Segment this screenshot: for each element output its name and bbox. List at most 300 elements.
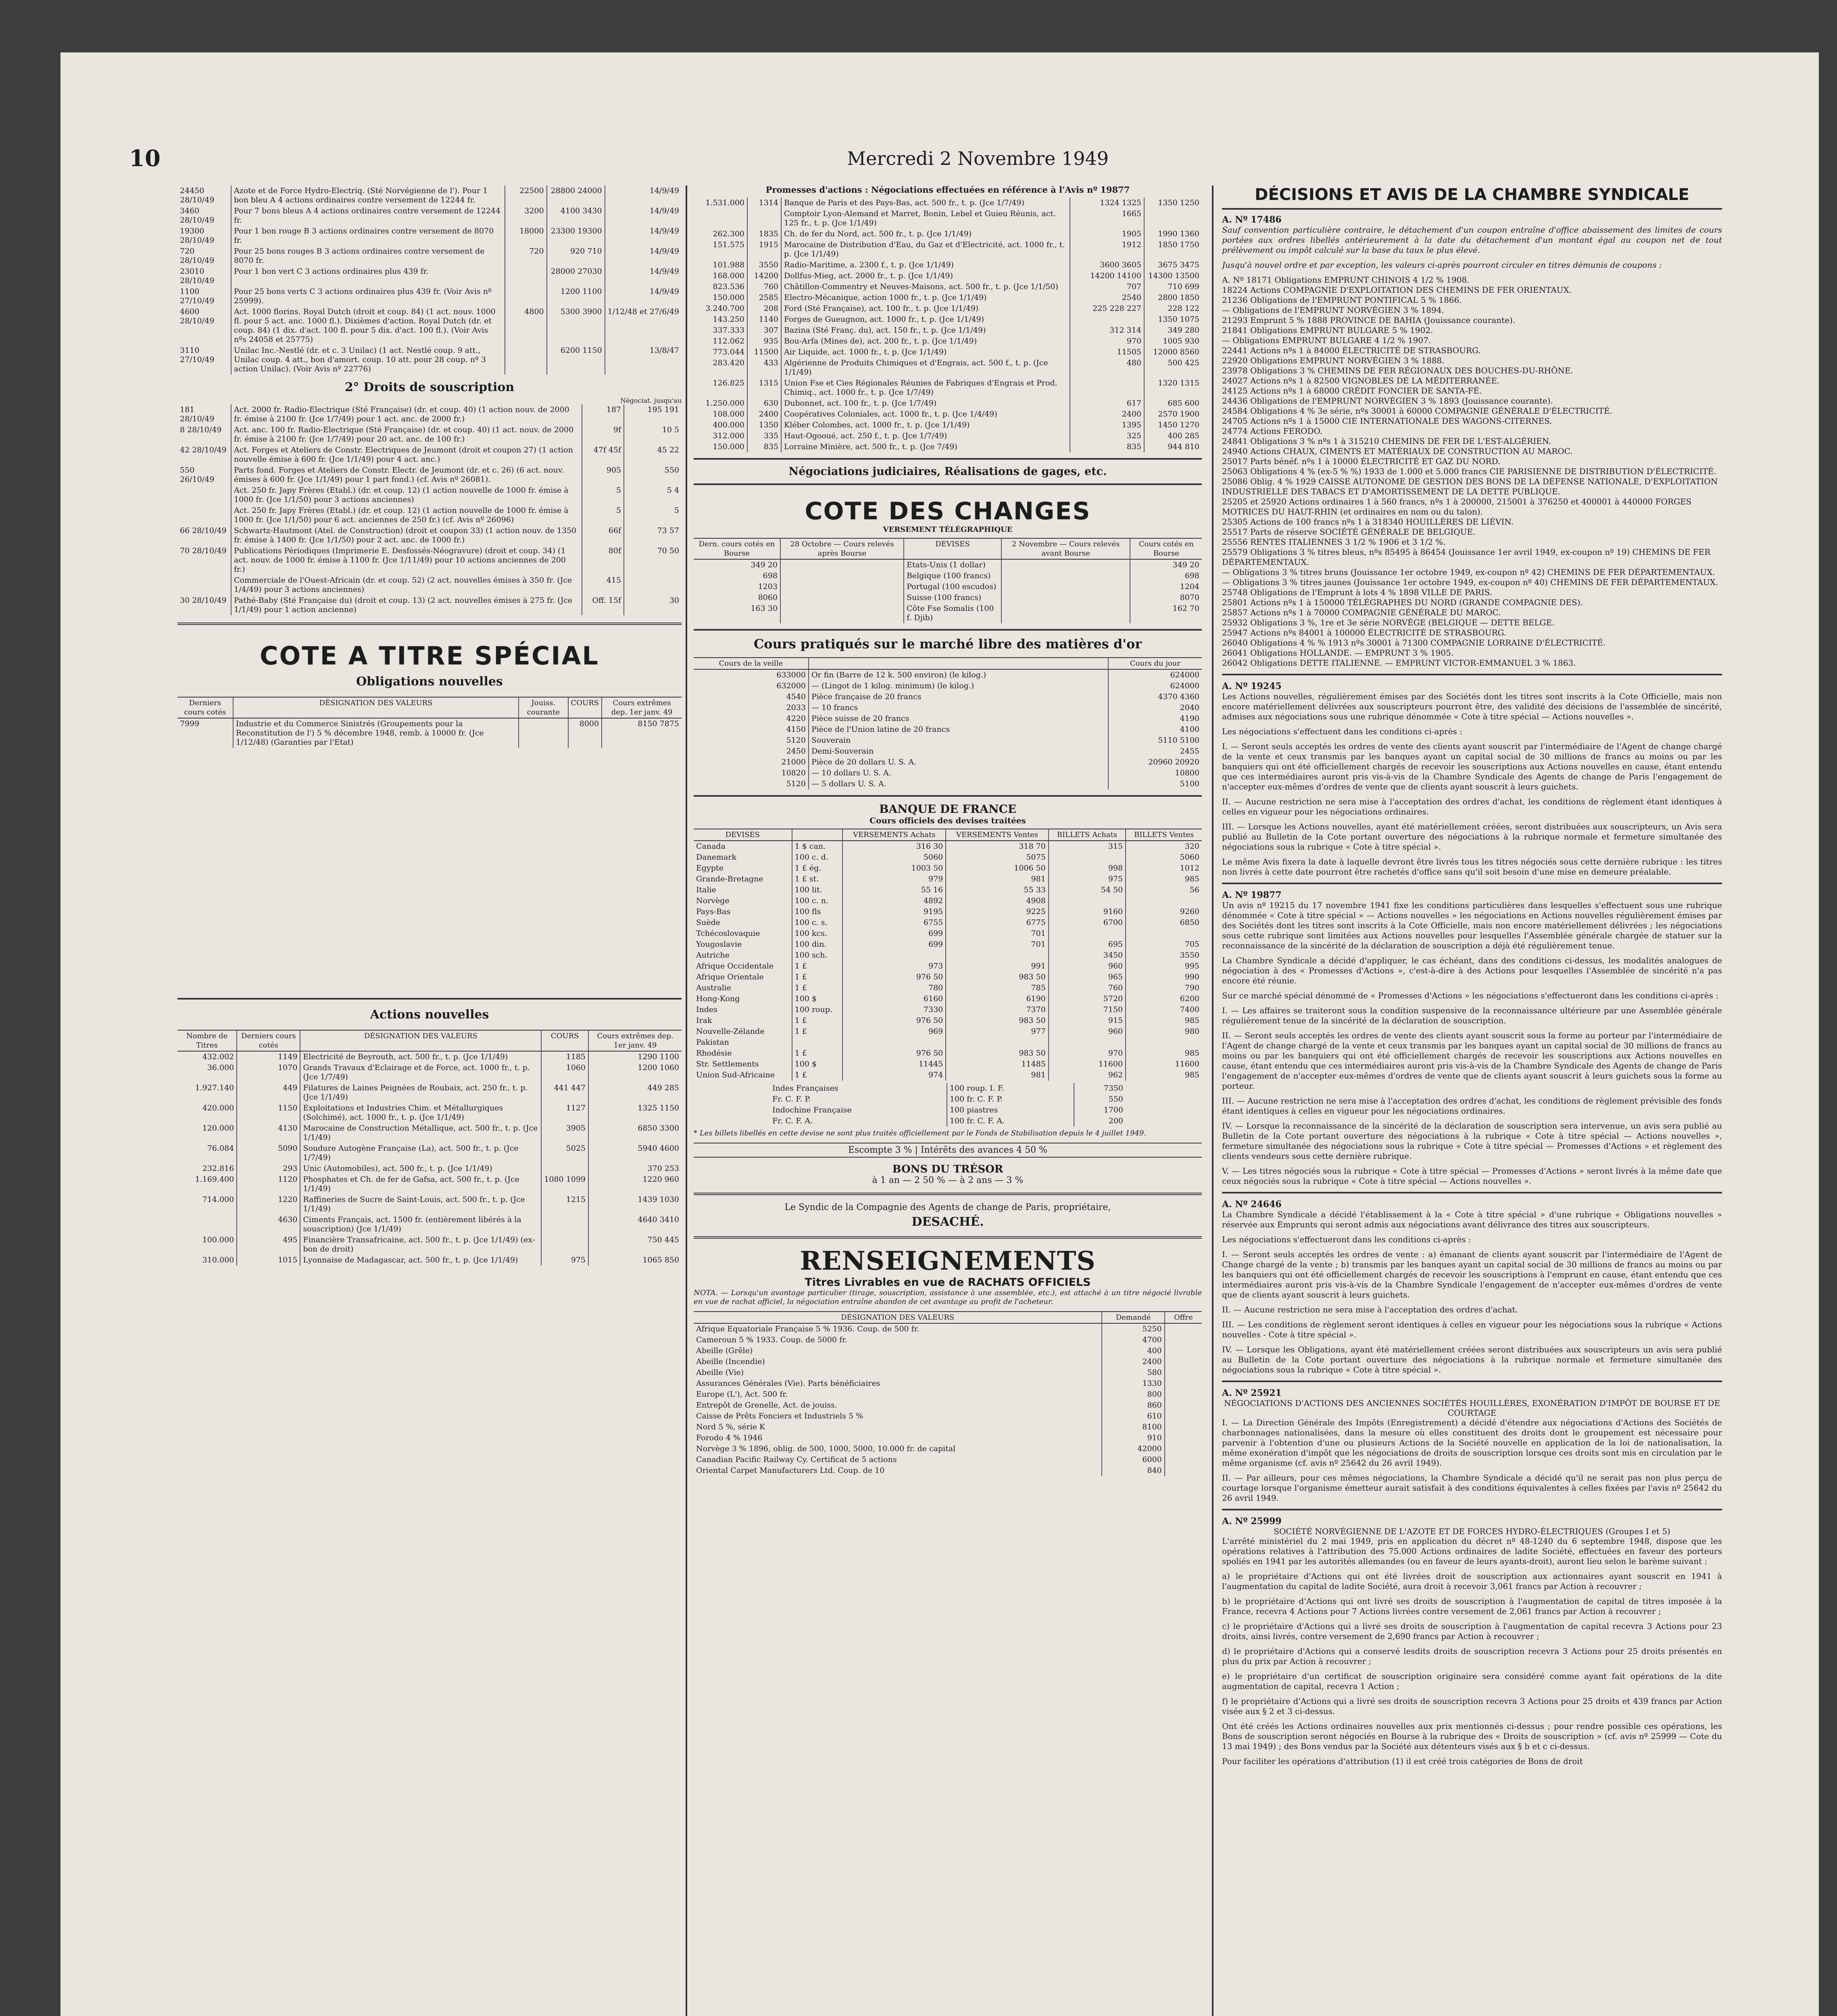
souscription-row-cell: 905 — [582, 465, 624, 485]
promesse-row-cell: 480 — [1070, 358, 1144, 378]
column-header: BILLETS Ventes — [1126, 829, 1202, 841]
devise-row — [694, 939, 1202, 950]
promesse-row — [694, 347, 1202, 358]
promesse-row-cell: 835 — [1070, 442, 1144, 452]
avis-paragraph: I. — Seront seuls acceptés les ordres de vente : a) émanant de clients ayant souscrit par l'intermédiaire de l'Agent de Change chargé de la vente ; b) transmis par les banques ayant un capital social de 30 millions de francs au moins ou par les banquiers qui ont été officiellement chargés de recevoir les souscriptions à l'emprunt en cause, étant entendu que ces intermédiaires auront pris vis-à-vis de la Chambre Syndicale l'engagement de n'accepter eux-mêmes d'ordres de vente que de clients ayant souscrit à leurs guichets. — [1222, 1250, 1722, 1300]
devise-row-cell: 11445 — [842, 1059, 946, 1070]
souscription-row-cell: 550 26/10/49 — [180, 466, 215, 484]
promesse-row-cell: 11500 — [747, 347, 781, 358]
action-row-cell: 1015 — [237, 1255, 300, 1266]
or-row — [694, 702, 1202, 713]
devise-extra-row-cell: Indes Françaises — [772, 1084, 838, 1093]
promesse-row-cell: 1140 — [747, 314, 781, 325]
change-row-cell — [1001, 571, 1130, 581]
devise-row-cell: Egypte — [696, 864, 724, 873]
column-header: Cours cotés en Bourse — [1130, 538, 1202, 559]
devise-row-cell — [1049, 928, 1126, 939]
list-item: 21293 Emprunt 5 % 1888 PROVINCE DE BAHIA (Jouissance courante). — [1222, 315, 1516, 325]
devise-row-cell: 985 — [1126, 1015, 1202, 1026]
change-row-cell — [780, 571, 904, 581]
action-row — [177, 1214, 682, 1235]
avis-paragraph: Les négociations s'effectuent dans les conditions ci-après : — [1222, 727, 1462, 736]
promesse-row-cell: Electro-Mécanique, action 1000 fr., t. p. (Jce 1/1/49) — [781, 292, 1070, 303]
devise-row-cell: 100 sch. — [792, 950, 843, 961]
action-row-cell: Ciments Français, act. 1500 fr. (entièrement libérés à la souscription) (Jce 1/1/49) — [300, 1214, 541, 1235]
or-row-cell: 624000 — [1108, 669, 1202, 681]
action-row-cell: 441 447 — [541, 1083, 588, 1103]
action-row-cell: Exploitations et Industries Chim. et Métallurgiques (Solchimé), act. 1000 fr., t. p. (Jce 1/1/49) — [300, 1103, 541, 1123]
devise-row-cell: 1 £ — [792, 983, 843, 993]
promesse-row-cell: 225 228 227 — [1070, 303, 1144, 314]
divider — [694, 458, 1202, 460]
column-right — [1222, 185, 1722, 2016]
action-row-cell: 1080 1099 — [541, 1174, 588, 1194]
droit-row-cell: 14/9/49 — [605, 246, 682, 266]
droit-row-cell: 720 — [505, 246, 547, 266]
souscription-row-cell: Off. 15f — [582, 595, 624, 615]
droit-row-cell: 920 710 — [547, 246, 605, 266]
decisions-title: DÉCISIONS ET AVIS DE LA CHAMBRE SYNDICALE — [1222, 185, 1722, 210]
promesse-row-cell: 400.000 — [713, 421, 744, 429]
devise-row-cell: 983 50 — [946, 972, 1049, 983]
or-row — [694, 746, 1202, 757]
souscription-row-cell: 195 191 — [624, 404, 682, 425]
promesse-row-cell: 707 — [1070, 281, 1144, 292]
devise-row-cell: 6850 — [1126, 917, 1202, 928]
devise-row — [694, 852, 1202, 863]
souscription-row-cell: Commerciale de l'Ouest-Africain (dr. et coup. 52) (2 act. nouvelles émises à 350 fr. (Jce 1/4/49) pour 3 actions anciennes) — [231, 575, 582, 595]
rachat-row-cell: 4700 — [1102, 1335, 1164, 1345]
avis-paragraph: II. — Par ailleurs, pour ces mêmes négociations, la Chambre Syndicale a décidé qu'il ne serait pas non plus perçu de courtage lorsque l'organisme émetteur aurait satisfait à des conditions équivalentes à celles fixées par l'avis nº 25642 du 26 avril 1949. — [1222, 1473, 1722, 1503]
souscription-row — [177, 404, 682, 425]
souscription-row-cell: 30 — [624, 595, 682, 615]
promesse-row-cell: 262.300 — [713, 229, 744, 238]
avis-paragraph: II. — Seront seuls acceptés les ordres de vente des clients ayant souscrit sous la forme au porteur par l'intermédiaire de l'Agent de change chargé de la vente et ceux transmis par les banques ayant un capital social de 30 millions de francs au moins ou par les banquiers qui ont été officiellement chargés de recevoir les souscriptions aux Actions nouvelles en cause, étant entendu que ces intermédiaires auront pris vis-à-vis de la Chambre Syndicale des Agents de change de Paris l'engagement de n'accepter eux-mêmes d'ordres de vente que de clients ayant souscrit à leurs guichets sous la forme au porteur. — [1222, 1031, 1722, 1091]
or-row-cell: 21000 — [781, 758, 806, 766]
list-item: 25086 Oblig. 4 % 1929 CAISSE AUTONOME DE GESTION DES BONS DE LA DÉFENSE NATIONALE, D'EXPLOITATION INDUSTRIELLE DES TABACS ET D'AMORTISSEMENT DE LA DETTE PUBLIQUE. — [1222, 477, 1718, 496]
or-row-cell: 4370 4360 — [1108, 691, 1202, 702]
devise-row-cell: 6700 — [1049, 917, 1126, 928]
column-header: COURS — [568, 697, 602, 718]
devise-row — [694, 950, 1202, 961]
devise-row-cell: Italie — [696, 885, 716, 894]
action-row — [177, 1255, 682, 1266]
rachat-row — [694, 1356, 1202, 1367]
devise-row — [694, 1015, 1202, 1026]
promesse-row — [694, 378, 1202, 398]
divider — [694, 483, 1202, 485]
avis-paragraph: Pour faciliter les opérations d'attribution (1) il est créé trois catégories de Bons de droit — [1222, 1756, 1583, 1766]
change-row-cell: 1203 — [758, 582, 778, 591]
droit-row-cell: 23300 19300 — [547, 226, 605, 246]
divider — [694, 1193, 1202, 1195]
divider — [694, 1236, 1202, 1239]
droit-row-cell: 3200 — [505, 206, 547, 226]
devise-row-cell — [946, 950, 1049, 961]
change-row — [694, 559, 1202, 571]
devise-row-cell: 1 $ can. — [792, 841, 843, 852]
rachat-row-cell — [1165, 1389, 1202, 1400]
souscription-row — [177, 525, 682, 546]
promesse-row — [694, 229, 1202, 240]
list-item: 23978 Obligations 3 % CHEMINS DE FER RÉGIONAUX DES BOUCHES-DU-RHÔNE. — [1222, 366, 1573, 375]
action-row-cell: 4640 3410 — [588, 1214, 682, 1235]
devise-row-cell: 9260 — [1126, 906, 1202, 917]
devise-extra-row-cell: Fr. C. F. A. — [772, 1116, 813, 1125]
action-row-cell: 3905 — [541, 1123, 588, 1143]
avis-paragraph: III. — Lorsque les Actions nouvelles, ayant été matériellement créées, seront distribuées aux souscripteurs, un Avis sera publié au Bulletin de la Cote portant ouverture des négociations à la rubrique normale et fermeture simultanée des négociations sous la rubrique « Cote à titre spécial ». — [1222, 822, 1722, 852]
renseignements-title: RENSEIGNEMENTS — [800, 1246, 1096, 1276]
action-row-cell: Unic (Automobiles), act. 500 fr., t. p. (Jce 1/1/49) — [300, 1163, 541, 1174]
page-header — [129, 145, 1722, 181]
promesse-row-cell: 1350 1250 — [1144, 198, 1202, 208]
column-header: DÉSIGNATION DES VALEURS — [300, 1030, 541, 1051]
avis-paragraph: L'arrêté ministériel du 2 mai 1949, pris en application du décret nº 48-1240 du 6 septembre 1948, dispose que les opérations relatives à l'attribution des 75.000 Actions ordinaires de ladite Société, effectuées en faveur des porteurs spoliés en 1941 par les autorités allemandes (ou en faveur de leurs ayants-droit), auront lieu selon le barème suivant : — [1222, 1536, 1722, 1566]
divider — [1222, 1381, 1722, 1382]
souscription-row — [177, 485, 682, 505]
avis-paragraph: Sur ce marché spécial dénommé de « Promesses d'Actions » les négociations s'effectueront dans les conditions ci-après : — [1222, 991, 1719, 1000]
rachat-row-cell: 2400 — [1102, 1356, 1164, 1367]
promesse-row-cell: 1.531.000 — [705, 198, 744, 207]
list-item: 25517 Parts de réserve SOCIÉTÉ GÉNÉRALE DE BELGIQUE. — [1222, 527, 1476, 537]
souscription-row-cell: 8 28/10/49 — [180, 425, 222, 434]
devise-row-cell: 785 — [946, 983, 1049, 993]
devise-row-cell: 965 — [1049, 972, 1126, 983]
devise-row-cell: 9160 — [1049, 906, 1126, 917]
devise-row-cell: 55 33 — [946, 885, 1049, 896]
devise-row-cell: 995 — [1126, 961, 1202, 972]
devise-row-cell: 1006 50 — [946, 863, 1049, 874]
devise-row-cell: 316 30 — [842, 841, 946, 852]
souscription-row-cell: 30 28/10/49 — [180, 596, 227, 605]
devise-extra-row-cell: 200 — [1074, 1116, 1126, 1127]
rachat-row-cell: Oriental Carpet Manufacturers Ltd. Coup. de 10 — [696, 1466, 885, 1475]
or-row-cell: 10800 — [1108, 768, 1202, 779]
action-row-cell: 1.927.140 — [195, 1083, 234, 1092]
devise-row-cell: 7330 — [842, 1004, 946, 1015]
devise-row-cell: 320 — [1126, 841, 1202, 852]
list-item: 25748 Obligations de l'Emprunt à lots 4 % 1898 VILLE DE PARIS. — [1222, 587, 1492, 597]
or-row — [694, 768, 1202, 779]
change-row-cell: 698 — [763, 571, 778, 580]
promesse-row-cell: 1905 — [1070, 229, 1144, 240]
souscription-row-cell: 66 28/10/49 — [180, 526, 227, 535]
promesse-row — [694, 442, 1202, 452]
droit-row-cell: 720 28/10/49 — [180, 247, 215, 265]
action-row-cell: 1439 1030 — [588, 1194, 682, 1214]
change-row-cell — [1001, 592, 1130, 603]
droit-row-cell: 5300 3900 — [547, 306, 605, 345]
devise-row — [694, 906, 1202, 917]
or-row-cell: 4220 — [786, 714, 806, 723]
droit-row-cell: 1200 1100 — [547, 286, 605, 306]
devise-row-cell: 1 £ — [792, 961, 843, 972]
promesse-row-cell: 2400 — [1070, 409, 1144, 420]
action-row-cell: 1070 — [237, 1062, 300, 1083]
souscription-row-cell: 5 4 — [624, 485, 682, 505]
rachat-row-cell: Entrepôt de Grenelle, Act. de jouiss. — [696, 1401, 837, 1410]
devise-row-cell: 9225 — [946, 906, 1049, 917]
souscription-row-cell — [177, 485, 231, 505]
list-item: 21841 Obligations EMPRUNT BULGARE 5 % 1902. — [1222, 325, 1433, 335]
rachat-row-cell: Afrique Equatoriale Française 5 % 1936. Coup. de 500 fr. — [696, 1325, 920, 1333]
promesse-row-cell — [747, 208, 781, 229]
action-row-cell: 4630 — [237, 1214, 300, 1235]
or-row-cell: 20960 20920 — [1108, 757, 1202, 768]
promesse-row-cell: 108.000 — [713, 410, 744, 419]
list-item: 24940 Actions CHAUX, CIMENTS ET MATÉRIAUX DE CONSTRUCTION AU MAROC. — [1222, 446, 1573, 456]
or-row-cell: 4150 — [786, 725, 806, 734]
rachat-row — [694, 1389, 1202, 1400]
promesses-title: Promesses d'actions : Négociations effectuées en référence à l'Avis nº 19877 — [765, 185, 1130, 195]
avis-paragraph: III. — Aucune restriction ne sera mise à l'acceptation des ordres d'achat, les conditions de règlement prévisible des fonds étant identiques à celles en vigueur pour les négociations ordinaires. — [1222, 1096, 1722, 1116]
change-row-cell: Belgique (100 francs) — [904, 571, 1001, 581]
action-row-cell: 420.000 — [202, 1104, 234, 1112]
or-row-cell: 632000 — [776, 681, 806, 690]
promesse-row-cell: 3550 — [747, 260, 781, 271]
devise-row-cell: Union Sud-Africaine — [696, 1070, 775, 1079]
souscription-row-cell: 70 50 — [624, 546, 682, 575]
action-row — [177, 1194, 682, 1214]
avis-body — [1222, 1536, 1722, 1766]
promesse-row-cell: 2540 — [1070, 292, 1144, 303]
souscription-row-cell: Parts fond. Forges et Ateliers de Constr. Electr. de Jeumont (dr. et c. 26) (6 act. nouv. émises à 600 fr. (Jce 1/1/49) pour 1 part fond.) (cf. Avis nº 26081). — [231, 465, 582, 485]
devise-row-cell: 980 — [1126, 1026, 1202, 1037]
list-item: 26042 Obligations DETTE ITALIENNE. — EMPRUNT VICTOR-EMMANUEL 3 % 1863. — [1222, 658, 1576, 668]
devise-row-cell: 4892 — [842, 896, 946, 906]
banque-extra-table — [770, 1083, 1126, 1127]
promesse-row-cell: 349 280 — [1144, 325, 1202, 336]
actions-nouvelles-title: Actions nouvelles — [370, 1008, 489, 1022]
rachat-row-cell — [1165, 1465, 1202, 1476]
action-row-cell: 6850 3300 — [588, 1123, 682, 1143]
promesse-row-cell — [694, 208, 747, 229]
change-row-cell: 698 — [1130, 571, 1202, 581]
column-header: COURS — [541, 1030, 588, 1051]
divider — [1222, 883, 1722, 884]
rachat-row-cell: 800 — [1102, 1389, 1164, 1400]
souscription-row-cell: Publications Périodiques (Imprimerie E. Desfossés-Néogravure) (droit et coup. 34) (1 act. nouv. de 1000 fr. émise à 1100 fr. (Jce 1/11/49) pour 10 actions anciennes de 200 fr.) — [231, 546, 582, 575]
devise-row-cell: Pakistan — [696, 1038, 729, 1047]
devise-row-cell: 100 c. d. — [792, 852, 843, 863]
devise-row — [694, 917, 1202, 928]
souscription-row — [177, 425, 682, 445]
devise-row-cell: 1 £ — [792, 1070, 843, 1081]
or-row-cell: — 10 dollars U. S. A. — [809, 768, 1108, 779]
change-row-cell: 8070 — [1130, 592, 1202, 603]
promesse-row-cell: 1005 930 — [1144, 336, 1202, 347]
escompte-line: Escompte 3 % | Intérêts des avances 4 50 % — [694, 1143, 1202, 1158]
promesse-row — [694, 420, 1202, 431]
column-header: Cours du jour — [1108, 658, 1202, 669]
change-row-cell: Portugal (100 escudos) — [904, 581, 1001, 592]
avis-paragraph: IV. — Lorsque les Obligations, ayant été matériellement créées seront distribuées aux souscripteurs un avis sera publié au Bulletin de la Cote portant ouverture des négociations à la rubrique normale et fermeture simultanée des négociations sous la rubrique « Cote à titre spécial ». — [1222, 1345, 1722, 1375]
devise-row-cell: 11485 — [946, 1059, 1049, 1070]
avis-paragraph: f) le propriétaire d'Actions qui a livré ses droits de souscription recevra 3 Actions pour 25 droits et 439 francs par Action visée aux § 2 et 3 ci-dessus. — [1222, 1696, 1722, 1716]
souscription-row-cell — [624, 575, 682, 595]
promesse-row — [694, 198, 1202, 208]
devise-row-cell: Danemark — [696, 853, 736, 862]
devise-row-cell: 7370 — [946, 1004, 1049, 1015]
list-item: 18224 Actions COMPAGNIE D'EXPLOITATION DES CHEMINS DE FER ORIENTAUX. — [1222, 285, 1572, 295]
column-header: BILLETS Achats — [1049, 829, 1126, 841]
devise-row-cell — [842, 1037, 946, 1048]
rachat-row-cell: 6000 — [1102, 1454, 1164, 1465]
devise-row-cell: 9195 — [842, 906, 946, 917]
devise-row-cell: 960 — [1049, 961, 1126, 972]
or-row-cell: — 10 francs — [809, 702, 1108, 713]
action-row-cell: 5090 — [237, 1143, 300, 1163]
change-row — [694, 571, 1202, 581]
promesse-row-cell: 1850 1750 — [1144, 240, 1202, 260]
droit-row-cell: 13/8/47 — [605, 345, 682, 375]
promesse-row-cell: 1450 1270 — [1144, 420, 1202, 431]
promesse-row-cell: 935 — [747, 336, 781, 347]
action-row — [177, 1103, 682, 1123]
bons-tresor-rates: à 1 an — 2 50 % — à 2 ans — 3 % — [872, 1175, 1024, 1185]
column-header: Derniers cours cotés — [237, 1030, 300, 1051]
devise-row-cell: 5060 — [1126, 852, 1202, 863]
devise-row-cell: 55 16 — [842, 885, 946, 896]
avis-paragraph: Ont été créés les Actions ordinaires nouvelles aux prix mentionnés ci-dessus ; pour rendre possible ces opérations, les Bons de souscription seront négociés en Bourse à la rubrique des « Droits de souscription » (cf. avis nº 25999 — Cote du 13 mai 1949) ; des Bons vendus par la Société aux détenteurs visés aux § b et c ci-dessus. — [1222, 1721, 1722, 1751]
souscription-row-cell: Schwartz-Hautmont (Atel. de Construction) (droit et coupon 33) (1 action nouv. de 1350 fr. émise à 1400 fr. (Jce 1/1/50) pour 2 act. anc. de 1000 fr.) — [231, 525, 582, 546]
or-row-cell: 633000 — [776, 671, 806, 679]
or-row-cell: 4100 — [1108, 724, 1202, 735]
or-row-cell: — (Lingot de 1 kilog. minimum) (le kilog.) — [809, 681, 1108, 691]
devise-extra-row-cell: Fr. C. F. P. — [772, 1095, 811, 1104]
rachat-row-cell: Forodo 4 % 1946 — [696, 1433, 763, 1442]
action-row-cell: 4130 — [237, 1123, 300, 1143]
avis-paragraph: Un avis nº 19215 du 17 novembre 1941 fixe les conditions particulières dans lesquelles s'effectuent sous une rubrique dénommée « Cote à titre spécial » — Actions nouvelles » les négociations en Actions nouvelles régulièrement émises par des Sociétés dont les titres sont inscrits à la Cote Officielle, mais non encore matériellement délivrées ; les négociations sous cette rubrique sont limitées aux Actions nouvelles pour lesquelles l'Assemblée générale chargée de statuer sur la reconnaissance de la sincérité de la déclaration de souscription a déjà été régulièrement tenue. — [1222, 900, 1722, 950]
devise-row-cell: 705 — [1126, 939, 1202, 950]
souscription-row-cell: 550 — [624, 465, 682, 485]
promesse-row — [694, 208, 1202, 229]
promesse-row-cell: 3675 3475 — [1144, 260, 1202, 271]
list-item: 25305 Actions de 100 francs nºs 1 à 318340 HOUILLÈRES DE LIÉVIN. — [1222, 517, 1514, 527]
action-row-cell: 1200 1060 — [588, 1062, 682, 1083]
promesse-row-cell: 500 425 — [1144, 358, 1202, 378]
action-row — [177, 1123, 682, 1143]
devise-extra-row — [770, 1083, 1126, 1094]
devise-row-cell: Yougoslavie — [696, 940, 742, 949]
droit-row-cell: 1100 27/10/49 — [180, 287, 215, 305]
rachat-row-cell: 580 — [1102, 1367, 1164, 1378]
devise-row-cell: 5075 — [946, 852, 1049, 863]
devise-row-cell: 990 — [1126, 972, 1202, 983]
rachat-row-cell — [1165, 1443, 1202, 1454]
devise-row-cell: 54 50 — [1049, 885, 1126, 896]
promesse-row — [694, 281, 1202, 292]
action-row-cell: 1065 850 — [588, 1255, 682, 1266]
rachat-row-cell — [1165, 1367, 1202, 1378]
devise-row-cell: Canada — [696, 842, 726, 851]
action-row-cell: 1215 — [541, 1194, 588, 1214]
column-left — [177, 185, 682, 2016]
promesse-row-cell: 208 — [747, 303, 781, 314]
action-row — [177, 1235, 682, 1255]
avis-paragraph: Les Actions nouvelles, régulièrement émises par des Sociétés dont les titres sont inscrits à la Cote Officielle, mais non encore matériellement délivrées aux souscripteurs pourront être, des validité des décisions de l'assemblée de sincérité, admises aux négociations sous une rubrique dénommée « Cote à titre spécial — Actions nouvelles ». — [1222, 691, 1722, 721]
promesse-row-cell: 325 — [1070, 431, 1144, 442]
devise-extra-row — [770, 1094, 1126, 1105]
action-row-cell: 1.169.400 — [195, 1175, 234, 1184]
rachat-row-cell: 8100 — [1102, 1422, 1164, 1433]
rachat-row-cell — [1165, 1454, 1202, 1465]
obligation-cell: Industrie et du Commerce Sinistrés (Groupements pour la Reconstitution de l') 5 % décembre 1948, remb. à 10000 fr. (Jce 1/12/48) (Garanties par l'Etat) — [233, 718, 519, 748]
negociations-judiciaires: Négociations judiciaires, Réalisations de gages, etc. — [788, 465, 1107, 478]
avis-paragraph: a) le propriétaire d'Actions qui ont été livrées droit de souscription aux actionnaires ayant souscrit en 1941 à l'augmentation du capital de ladite Société, aura droit à recevoir 3,061 francs par Action à recouvrer ; — [1222, 1571, 1722, 1591]
action-row-cell: 432.002 — [202, 1052, 234, 1061]
devise-row-cell: 991 — [946, 961, 1049, 972]
promesse-row-cell: 168.000 — [713, 271, 744, 280]
devise-row-cell: 100 kcs. — [792, 928, 843, 939]
promesse-row — [694, 325, 1202, 336]
list-item: 25556 RENTES ITALIENNES 3 1/2 % 1906 et 3 1/2 %. — [1222, 537, 1446, 547]
avis-paragraph: La Chambre Syndicale a décidé l'établissement à la « Cote à titre spécial » d'une rubrique « Obligations nouvelles » réservée aux Emprunts qui seront admis aux négociations avant délivrance des titres aux souscripteurs. — [1222, 1210, 1722, 1229]
page-date: Mercredi 2 Novembre 1949 — [847, 148, 1109, 169]
column-header: Cours extrêmes dep. 1er janv. 49 — [602, 697, 682, 718]
souscription-row-cell: Act. 250 fr. Japy Frères (Etabl.) (dr. et coup. 12) (1 action nouvelle de 1000 fr. émise à 1000 fr. (Jce 1/1/50) pour 3 actions anciennes) — [231, 485, 582, 505]
devise-row-cell — [1049, 852, 1126, 863]
souscription-row-cell: 80f — [582, 546, 624, 575]
devise-row-cell: 5720 — [1049, 993, 1126, 1004]
devise-row-cell: 976 50 — [842, 972, 946, 983]
action-row-cell: 1185 — [541, 1051, 588, 1062]
column-header: Cours extrêmes dep. 1er janv. 49 — [588, 1030, 682, 1051]
devise-row-cell — [1126, 1037, 1202, 1048]
souscription-row-cell: 73 57 — [624, 525, 682, 546]
or-row-cell: 4540 — [786, 692, 806, 701]
devise-row-cell: 1 £ — [792, 1015, 843, 1026]
rachat-row — [694, 1465, 1202, 1476]
avis-paragraph: Les négociations s'effectueront dans les conditions ci-après : — [1222, 1235, 1471, 1244]
action-row-cell: 1325 1150 — [588, 1103, 682, 1123]
column-header: DÉSIGNATION DES VALEURS — [694, 1312, 1102, 1323]
list-item: 26041 Obligations HOLLANDE. — EMPRUNT 3 % 1905. — [1222, 648, 1454, 658]
avis-paragraph: I. — Seront seuls acceptés les ordres de vente des clients ayant souscrit par l'intermédiaire de l'Agent de change chargé de la vente et ceux transmis par les banques ayant un capital social de 30 millions de francs au moins ou par les banquiers qui ont été officiellement chargés de recevoir les souscriptions aux Actions nouvelles en cause, étant entendu que ces intermédiaires auront pris vis-à-vis de la Chambre Syndicale des Agents de change de Paris l'engagement de n'accepter eux-mêmes d'ordres de vente que de clients ayant souscrit à leurs guichets. — [1222, 741, 1722, 791]
devise-row-cell: 5060 — [842, 852, 946, 863]
devise-extra-row-cell: 7350 — [1074, 1083, 1126, 1094]
devise-row-cell: 7150 — [1049, 1004, 1126, 1015]
avis-paragraph: IV. — Lorsque la reconnaissance de la sincérité de la déclaration de souscription sera intervenue, un avis sera publié au Bulletin de la Cote portant ouverture des négociations à la rubrique « Cote à titre spécial — Actions nouvelles », fermeture simultanée des négociations sous la rubrique « Cote à titre spécial — Promesses d'Actions » et règlement des clients vendeurs sous cette dernière rubrique. — [1222, 1121, 1722, 1161]
obligations-nouvelles-title: Obligations nouvelles — [356, 675, 503, 689]
promesse-row-cell: 337.333 — [713, 326, 744, 335]
changes-subtitle: VERSEMENT TÉLÉGRAPHIQUE — [883, 525, 1013, 534]
avis-heading: NÉGOCIATIONS D'ACTIONS DES ANCIENNES SOCIÉTÉS HOUILLÈRES, EXONÉRATION D'IMPÔT DE BOURSE ET DE COURTAGE — [1224, 1398, 1720, 1418]
column-header: Offre — [1165, 1312, 1202, 1323]
souscription-row-cell — [177, 505, 231, 525]
droit-row-cell: 4600 28/10/49 — [180, 307, 215, 325]
devise-row-cell: 6775 — [946, 917, 1049, 928]
devise-row-cell: 976 50 — [842, 1048, 946, 1059]
devise-row-cell: 998 — [1049, 863, 1126, 874]
list-item: — Obligations 3 % titres bruns (Jouissance 1er octobre 1949, ex-coupon nº 42) CHEMINS DE FER DÉPARTEMENTAUX. — [1222, 567, 1715, 577]
rachat-row — [694, 1422, 1202, 1433]
promesse-row-cell: 307 — [747, 325, 781, 336]
devise-row-cell: Autriche — [696, 951, 730, 960]
action-row-cell: Financière Transafricaine, act. 500 fr., t. p. (Jce 1/1/49) (ex-bon de droit) — [300, 1235, 541, 1255]
souscription-row-cell — [177, 575, 231, 595]
list-item: 22441 Actions nºs 1 à 84000 ÉLECTRICITÉ DE STRASBOURG. — [1222, 346, 1481, 355]
devise-row-cell: 962 — [1049, 1070, 1126, 1081]
devise-row — [694, 983, 1202, 993]
divider — [177, 623, 682, 625]
obligations-table — [177, 697, 682, 748]
change-row-cell: 162 70 — [1130, 603, 1202, 623]
syndic-line: Le Syndic de la Compagnie des Agents de change de Paris, propriétaire, — [784, 1202, 1111, 1212]
promesse-row-cell: Banque de Paris et des Pays-Bas, act. 500 fr., t. p. (Jce 1/7/49) — [781, 198, 1070, 208]
devise-row-cell: 981 — [946, 874, 1049, 885]
rachat-row-cell — [1165, 1411, 1202, 1422]
